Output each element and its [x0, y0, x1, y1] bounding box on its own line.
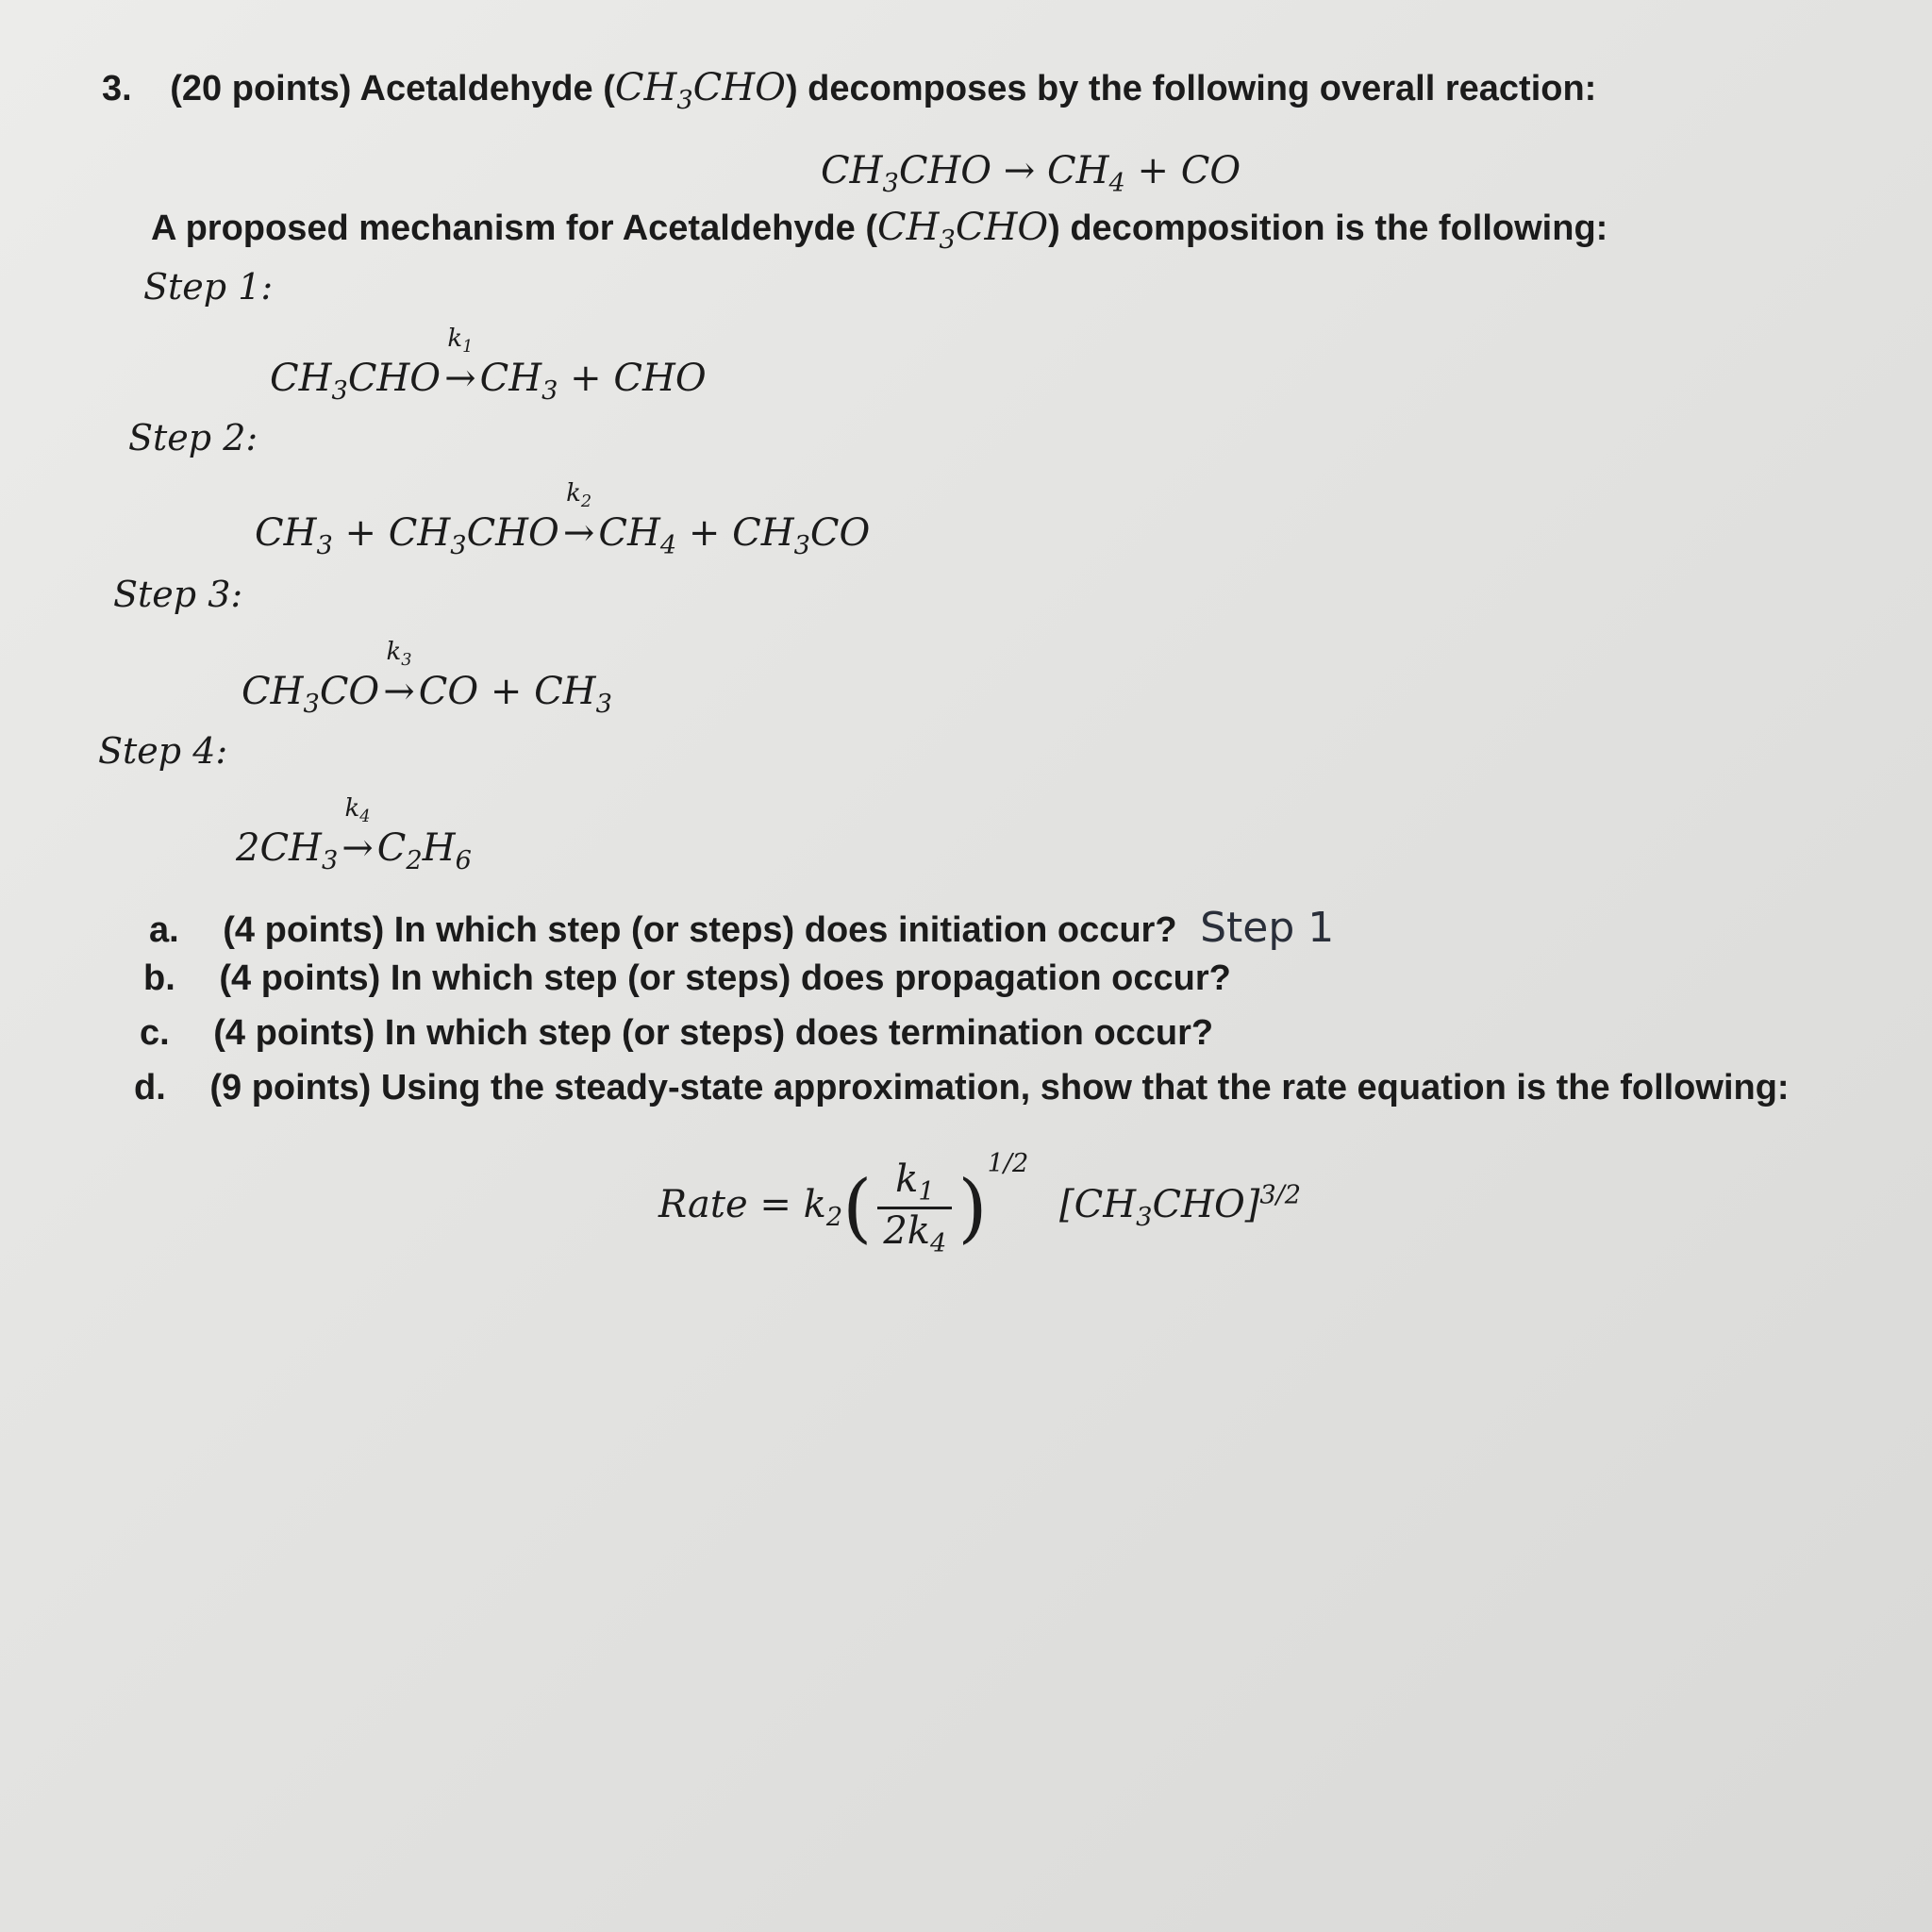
question-c	[140, 1013, 1213, 1054]
question-b-letter: b.	[143, 958, 175, 998]
overall-reaction: $CH_3CHO \to CH_4$ + CO	[821, 149, 1241, 198]
question-c-text: (4 points) In which step (or steps) does termination occur?	[213, 1013, 1214, 1053]
question-a	[149, 904, 1334, 952]
mechanism-intro-formula: $CH_3CHO$	[877, 206, 1049, 255]
handwritten-answer-a: Step 1	[1200, 904, 1335, 952]
step-1-label: Step 1:	[143, 266, 274, 308]
problem-header	[102, 66, 1596, 115]
rate-equation: Rate = $k_2$( $\frac{k_1}{2k_4}$ )$^{1/2}$ $[CH_3CHO]^{3/2}$	[658, 1149, 1302, 1258]
mechanism-intro-post: ) decomposition is the following:	[1048, 208, 1608, 248]
question-c-letter: c.	[140, 1013, 170, 1053]
problem-intro-pre: Acetaldehyde (	[359, 69, 615, 108]
problem-intro-post: ) decomposes by the following overall reaction:	[785, 69, 1597, 108]
question-d	[134, 1068, 1790, 1108]
problem-number: 3.	[102, 69, 132, 108]
question-d-text: (9 points) Using the steady-state approximation, show that the rate equation is the following:	[209, 1068, 1790, 1108]
question-a-text: (4 points) In which step (or steps) does initiation occur?	[223, 910, 1177, 950]
step-2-label: Step 2:	[128, 417, 258, 458]
problem-intro-formula: $CH_3CHO$	[614, 66, 786, 115]
step-2-reaction: $CH_3 + CH_3CHO$ → $k_2$ $CH_4 + CH_3CO$	[255, 479, 871, 560]
question-a-letter: a.	[149, 910, 179, 950]
mechanism-intro	[151, 206, 1607, 255]
question-d-letter: d.	[134, 1068, 166, 1108]
step-4-reaction: $2CH_3$ → $k_4$ $C_2H_6$	[236, 794, 472, 875]
step-4-label: Step 4:	[98, 730, 228, 772]
mechanism-intro-pre: A proposed mechanism for Acetaldehyde (	[151, 208, 878, 248]
step-3-reaction: $CH_3CO$ → $k_3$ CO + $CH_3$	[242, 638, 612, 719]
question-b	[143, 958, 1231, 999]
step-3-label: Step 3:	[113, 574, 243, 615]
question-b-text: (4 points) In which step (or steps) does propagation occur?	[219, 958, 1231, 998]
step-1-reaction: $CH_3CHO$ → $k_1$ $CH_3$ + CHO	[270, 325, 707, 406]
problem-points: (20 points)	[170, 69, 352, 108]
